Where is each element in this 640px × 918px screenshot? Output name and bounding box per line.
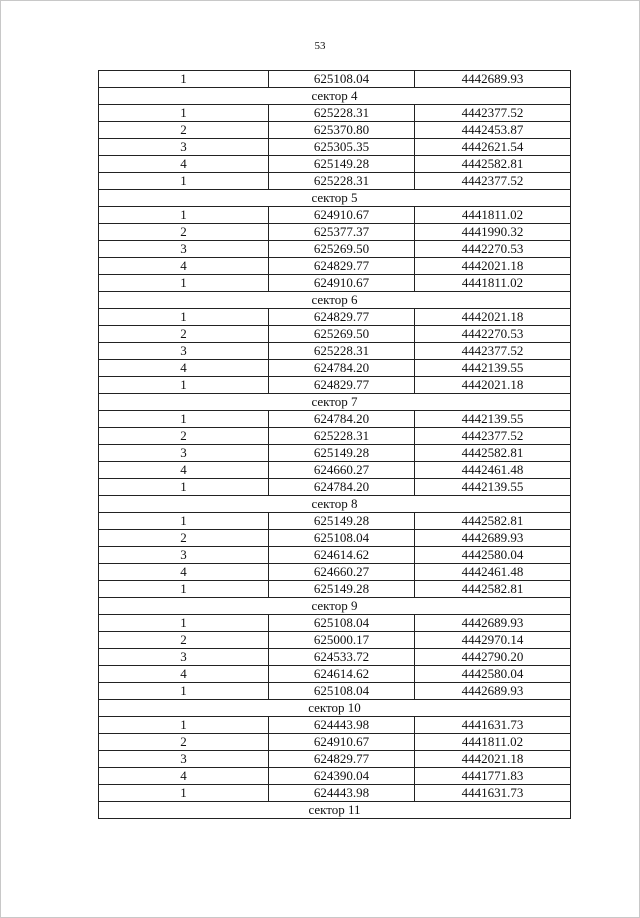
x-coordinate-cell: 624443.98	[269, 717, 415, 734]
y-coordinate-cell: 4442621.54	[415, 139, 571, 156]
x-coordinate-cell: 625149.28	[269, 581, 415, 598]
table-row	[99, 649, 571, 666]
point-number-cell: 1	[99, 513, 269, 530]
y-coordinate-cell: 4442461.48	[415, 462, 571, 479]
coordinates-table-body	[99, 71, 571, 819]
sector-title: сектор 11	[99, 802, 571, 819]
sector-header-row	[99, 598, 571, 615]
x-coordinate-cell: 625370.80	[269, 122, 415, 139]
sector-title: сектор 8	[99, 496, 571, 513]
y-coordinate-cell: 4441811.02	[415, 207, 571, 224]
sector-title: сектор 5	[99, 190, 571, 207]
table-row	[99, 309, 571, 326]
table-row	[99, 241, 571, 258]
point-number-cell: 1	[99, 683, 269, 700]
point-number-cell: 4	[99, 768, 269, 785]
y-coordinate-cell: 4442580.04	[415, 666, 571, 683]
x-coordinate-cell: 624910.67	[269, 207, 415, 224]
y-coordinate-cell: 4442021.18	[415, 309, 571, 326]
point-number-cell: 4	[99, 462, 269, 479]
point-number-cell: 2	[99, 632, 269, 649]
x-coordinate-cell: 625108.04	[269, 71, 415, 88]
table-row	[99, 717, 571, 734]
x-coordinate-cell: 625000.17	[269, 632, 415, 649]
y-coordinate-cell: 4441771.83	[415, 768, 571, 785]
table-row	[99, 122, 571, 139]
table-row	[99, 326, 571, 343]
y-coordinate-cell: 4442689.93	[415, 683, 571, 700]
x-coordinate-cell: 625305.35	[269, 139, 415, 156]
table-row	[99, 343, 571, 360]
table-row	[99, 683, 571, 700]
point-number-cell: 3	[99, 241, 269, 258]
x-coordinate-cell: 624910.67	[269, 734, 415, 751]
point-number-cell: 1	[99, 581, 269, 598]
x-coordinate-cell: 625377.37	[269, 224, 415, 241]
point-number-cell: 1	[99, 207, 269, 224]
point-number-cell: 4	[99, 564, 269, 581]
sector-title: сектор 7	[99, 394, 571, 411]
table-row	[99, 360, 571, 377]
point-number-cell: 2	[99, 122, 269, 139]
table-row	[99, 547, 571, 564]
y-coordinate-cell: 4442377.52	[415, 343, 571, 360]
point-number-cell: 2	[99, 224, 269, 241]
y-coordinate-cell: 4442790.20	[415, 649, 571, 666]
y-coordinate-cell: 4442270.53	[415, 241, 571, 258]
y-coordinate-cell: 4442139.55	[415, 479, 571, 496]
table-row	[99, 462, 571, 479]
sector-title: сектор 9	[99, 598, 571, 615]
x-coordinate-cell: 624660.27	[269, 462, 415, 479]
y-coordinate-cell: 4442582.81	[415, 445, 571, 462]
point-number-cell: 3	[99, 445, 269, 462]
table-row	[99, 785, 571, 802]
x-coordinate-cell: 624829.77	[269, 377, 415, 394]
table-row	[99, 224, 571, 241]
point-number-cell: 3	[99, 343, 269, 360]
point-number-cell: 3	[99, 751, 269, 768]
point-number-cell: 1	[99, 309, 269, 326]
table-row	[99, 632, 571, 649]
table-row	[99, 564, 571, 581]
table-row	[99, 530, 571, 547]
sector-header-row	[99, 88, 571, 105]
x-coordinate-cell: 624784.20	[269, 411, 415, 428]
sector-header-row	[99, 190, 571, 207]
table-row	[99, 275, 571, 292]
table-row	[99, 734, 571, 751]
point-number-cell: 1	[99, 785, 269, 802]
point-number-cell: 4	[99, 666, 269, 683]
y-coordinate-cell: 4442139.55	[415, 360, 571, 377]
point-number-cell: 1	[99, 717, 269, 734]
x-coordinate-cell: 625228.31	[269, 173, 415, 190]
table-row	[99, 615, 571, 632]
table-row	[99, 513, 571, 530]
point-number-cell: 3	[99, 649, 269, 666]
point-number-cell: 3	[99, 547, 269, 564]
x-coordinate-cell: 624614.62	[269, 547, 415, 564]
x-coordinate-cell: 624829.77	[269, 309, 415, 326]
table-row	[99, 377, 571, 394]
y-coordinate-cell: 4442021.18	[415, 751, 571, 768]
table-row	[99, 207, 571, 224]
point-number-cell: 4	[99, 258, 269, 275]
y-coordinate-cell: 4442021.18	[415, 258, 571, 275]
y-coordinate-cell: 4441990.32	[415, 224, 571, 241]
y-coordinate-cell: 4441811.02	[415, 275, 571, 292]
x-coordinate-cell: 625269.50	[269, 326, 415, 343]
x-coordinate-cell: 624660.27	[269, 564, 415, 581]
point-number-cell: 2	[99, 428, 269, 445]
x-coordinate-cell: 625149.28	[269, 156, 415, 173]
x-coordinate-cell: 624784.20	[269, 360, 415, 377]
point-number-cell: 4	[99, 156, 269, 173]
point-number-cell: 1	[99, 615, 269, 632]
x-coordinate-cell: 624784.20	[269, 479, 415, 496]
table-row	[99, 751, 571, 768]
y-coordinate-cell: 4442021.18	[415, 377, 571, 394]
y-coordinate-cell: 4442377.52	[415, 105, 571, 122]
table-row	[99, 581, 571, 598]
y-coordinate-cell: 4442689.93	[415, 615, 571, 632]
table-row	[99, 71, 571, 88]
y-coordinate-cell: 4442580.04	[415, 547, 571, 564]
y-coordinate-cell: 4442377.52	[415, 173, 571, 190]
y-coordinate-cell: 4442461.48	[415, 564, 571, 581]
point-number-cell: 1	[99, 105, 269, 122]
sector-title: сектор 4	[99, 88, 571, 105]
coordinates-table	[98, 70, 571, 819]
sector-header-row	[99, 292, 571, 309]
table-row	[99, 258, 571, 275]
y-coordinate-cell: 4441631.73	[415, 717, 571, 734]
y-coordinate-cell: 4442139.55	[415, 411, 571, 428]
sector-header-row	[99, 802, 571, 819]
y-coordinate-cell: 4442970.14	[415, 632, 571, 649]
y-coordinate-cell: 4442270.53	[415, 326, 571, 343]
x-coordinate-cell: 624614.62	[269, 666, 415, 683]
x-coordinate-cell: 624533.72	[269, 649, 415, 666]
y-coordinate-cell: 4442689.93	[415, 71, 571, 88]
table-row	[99, 428, 571, 445]
table-row	[99, 479, 571, 496]
y-coordinate-cell: 4442453.87	[415, 122, 571, 139]
x-coordinate-cell: 624910.67	[269, 275, 415, 292]
table-row	[99, 105, 571, 122]
x-coordinate-cell: 625228.31	[269, 105, 415, 122]
sector-header-row	[99, 700, 571, 717]
x-coordinate-cell: 625149.28	[269, 513, 415, 530]
x-coordinate-cell: 625228.31	[269, 343, 415, 360]
point-number-cell: 1	[99, 411, 269, 428]
sector-title: сектор 6	[99, 292, 571, 309]
x-coordinate-cell: 625228.31	[269, 428, 415, 445]
y-coordinate-cell: 4441631.73	[415, 785, 571, 802]
table-row	[99, 156, 571, 173]
point-number-cell: 1	[99, 377, 269, 394]
y-coordinate-cell: 4442377.52	[415, 428, 571, 445]
point-number-cell: 4	[99, 360, 269, 377]
point-number-cell: 1	[99, 71, 269, 88]
table-row	[99, 445, 571, 462]
x-coordinate-cell: 625108.04	[269, 615, 415, 632]
point-number-cell: 1	[99, 173, 269, 190]
x-coordinate-cell: 624443.98	[269, 785, 415, 802]
y-coordinate-cell: 4442582.81	[415, 156, 571, 173]
x-coordinate-cell: 624829.77	[269, 751, 415, 768]
sector-title: сектор 10	[99, 700, 571, 717]
x-coordinate-cell: 625108.04	[269, 530, 415, 547]
y-coordinate-cell: 4442689.93	[415, 530, 571, 547]
point-number-cell: 2	[99, 530, 269, 547]
point-number-cell: 1	[99, 275, 269, 292]
page-number: 53	[314, 40, 326, 52]
table-row	[99, 139, 571, 156]
x-coordinate-cell: 625269.50	[269, 241, 415, 258]
point-number-cell: 2	[99, 326, 269, 343]
point-number-cell: 2	[99, 734, 269, 751]
x-coordinate-cell: 624829.77	[269, 258, 415, 275]
x-coordinate-cell: 625149.28	[269, 445, 415, 462]
x-coordinate-cell: 624390.04	[269, 768, 415, 785]
table-row	[99, 411, 571, 428]
y-coordinate-cell: 4442582.81	[415, 513, 571, 530]
point-number-cell: 1	[99, 479, 269, 496]
y-coordinate-cell: 4442582.81	[415, 581, 571, 598]
point-number-cell: 3	[99, 139, 269, 156]
table-row	[99, 173, 571, 190]
sector-header-row	[99, 496, 571, 513]
table-row	[99, 768, 571, 785]
table-row	[99, 666, 571, 683]
y-coordinate-cell: 4441811.02	[415, 734, 571, 751]
x-coordinate-cell: 625108.04	[269, 683, 415, 700]
sector-header-row	[99, 394, 571, 411]
